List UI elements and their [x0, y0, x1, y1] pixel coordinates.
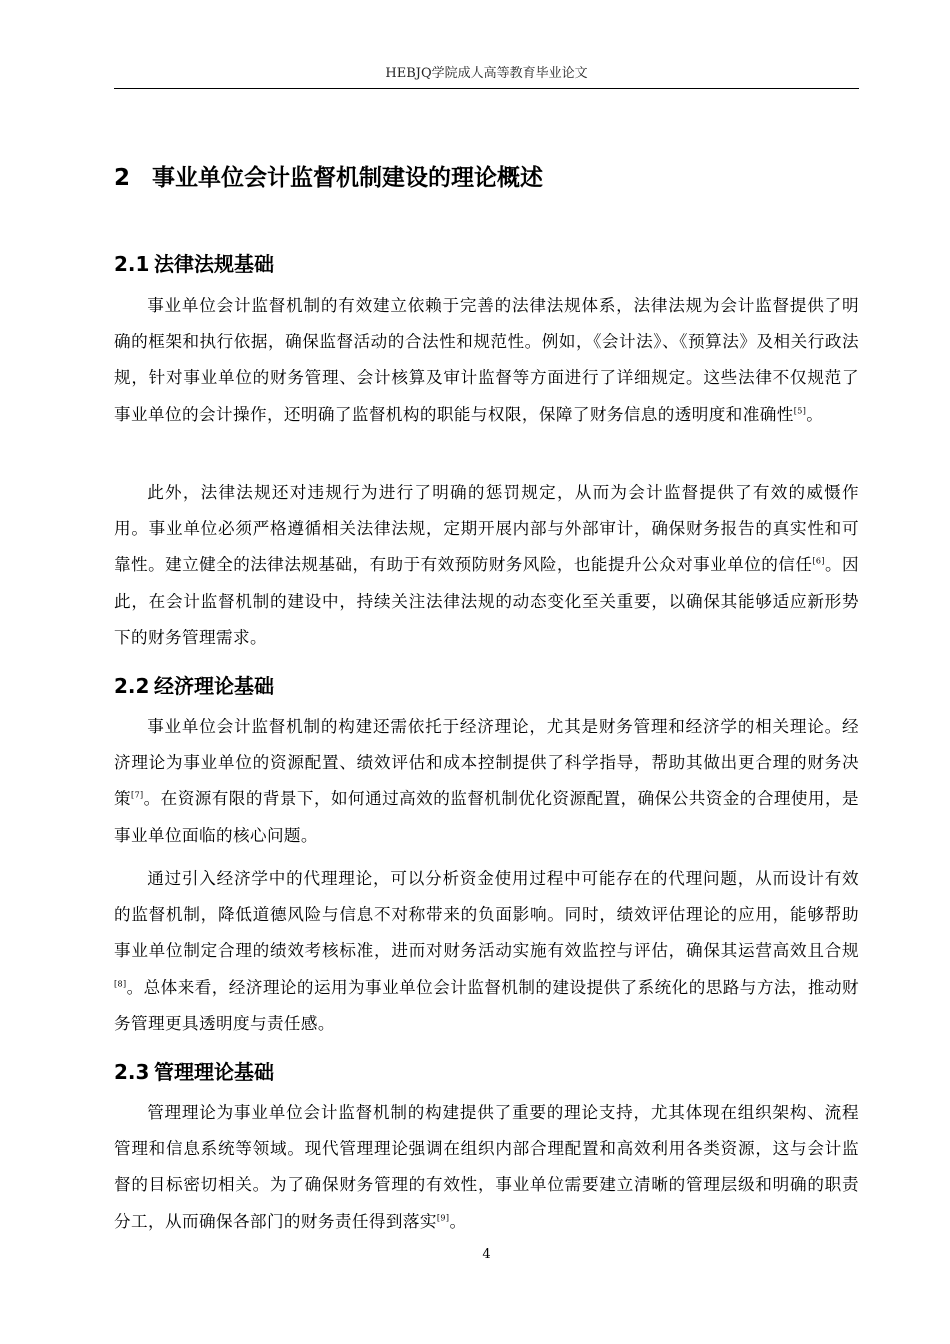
- section-heading-2-2: [114, 670, 274, 702]
- chapter-number: 2: [114, 165, 131, 191]
- paragraph-text-after: 。总体来看，经济理论的运用为事业单位会计监督机制的建设提供了系统化的思路与方法，推动财务管理更具透明度与责任感。: [114, 977, 859, 1033]
- paragraph-text: 通过引入经济学中的代理理论，可以分析资金使用过程中可能存在的代理问题，从而设计有效的监督机制，降低道德风险与信息不对称带来的负面影响。同时，绩效评估理论的应用，能够帮助事业单位制定合理的绩效考核标准，进而对财务活动实施有效监控与评估，确保其运营高效且合规: [114, 869, 859, 961]
- chapter-title-text: 事业单位会计监督机制建设的理论概述: [152, 165, 543, 191]
- paragraph-text: 管理理论为事业单位会计监督机制的构建提供了重要的理论支持，尤其体现在组织架构、流程管理和信息系统等领域。现代管理理论强调在组织内部合理配置和高效利用各类资源，这与会计监督的目标密切相关。为了确保财务管理的有效性，事业单位需要建立清晰的管理层级和明确的职责分工，从而确保各部门的财务责任得到落实: [114, 1103, 859, 1231]
- section-heading-2-3: [114, 1056, 274, 1088]
- paragraph-text: 此外，法律法规还对违规行为进行了明确的惩罚规定，从而为会计监督提供了有效的威慑作用。事业单位必须严格遵循相关法律法规，定期开展内部与外部审计，确保财务报告的真实性和可靠性。建立健全的法律法规基础，有助于有效预防财务风险，也能提升公众对事业单位的信任: [114, 483, 859, 575]
- citation: [7]: [131, 790, 144, 800]
- section-heading-2-1: [114, 248, 274, 280]
- citation: [5]: [793, 406, 807, 416]
- citation: [8]: [114, 979, 127, 989]
- paragraph-text-after: 。: [449, 1211, 467, 1231]
- paragraph-text-after: 。因此，在会计监督机制的建设中，持续关注法律法规的动态变化至关重要，以确保其能够适应新形势下的财务管理需求。: [114, 555, 859, 647]
- section-title: 管理理论基础: [154, 1060, 274, 1084]
- page-number: 4: [482, 1247, 491, 1262]
- section-title: 法律法规基础: [154, 252, 274, 276]
- citation: [6]: [812, 556, 825, 566]
- section-title: 经济理论基础: [154, 674, 274, 698]
- paragraph: [114, 861, 859, 1042]
- citation: [9]: [436, 1213, 450, 1223]
- chapter-title: [114, 160, 543, 196]
- paragraph-text: 事业单位会计监督机制的有效建立依赖于完善的法律法规体系，法律法规为会计监督提供了明确的框架和执行依据，确保监督活动的合法性和规范性。例如，《会计法》、《预算法》及相关行政法规，针对事业单位的财务管理、会计核算及审计监督等方面进行了详细规定。这些法律不仅规范了事业单位的会计操作，还明确了监督机构的职能与权限，保障了财务信息的透明度和准确性: [114, 296, 859, 424]
- paragraph: [114, 1095, 859, 1240]
- paragraph-text-after: 。: [806, 404, 824, 424]
- paragraph-text-after: 。在资源有限的背景下，如何通过高效的监督机制优化资源配置，确保公共资金的合理使用，是事业单位面临的核心问题。: [114, 789, 859, 845]
- section-number: 2.2: [114, 674, 150, 698]
- paragraph: [114, 475, 859, 656]
- paragraph: [114, 709, 859, 854]
- paragraph-text: 事业单位会计监督机制的构建还需依托于经济理论，尤其是财务管理和经济学的相关理论。经济理论为事业单位的资源配置、绩效评估和成本控制提供了科学指导，帮助其做出更合理的财务决策: [114, 717, 859, 809]
- running-header: HEBJQ学院成人高等教育毕业论文: [385, 66, 588, 81]
- section-number: 2.1: [114, 252, 150, 276]
- section-number: 2.3: [114, 1060, 150, 1084]
- paragraph: [114, 288, 859, 433]
- header-rule: [114, 88, 859, 89]
